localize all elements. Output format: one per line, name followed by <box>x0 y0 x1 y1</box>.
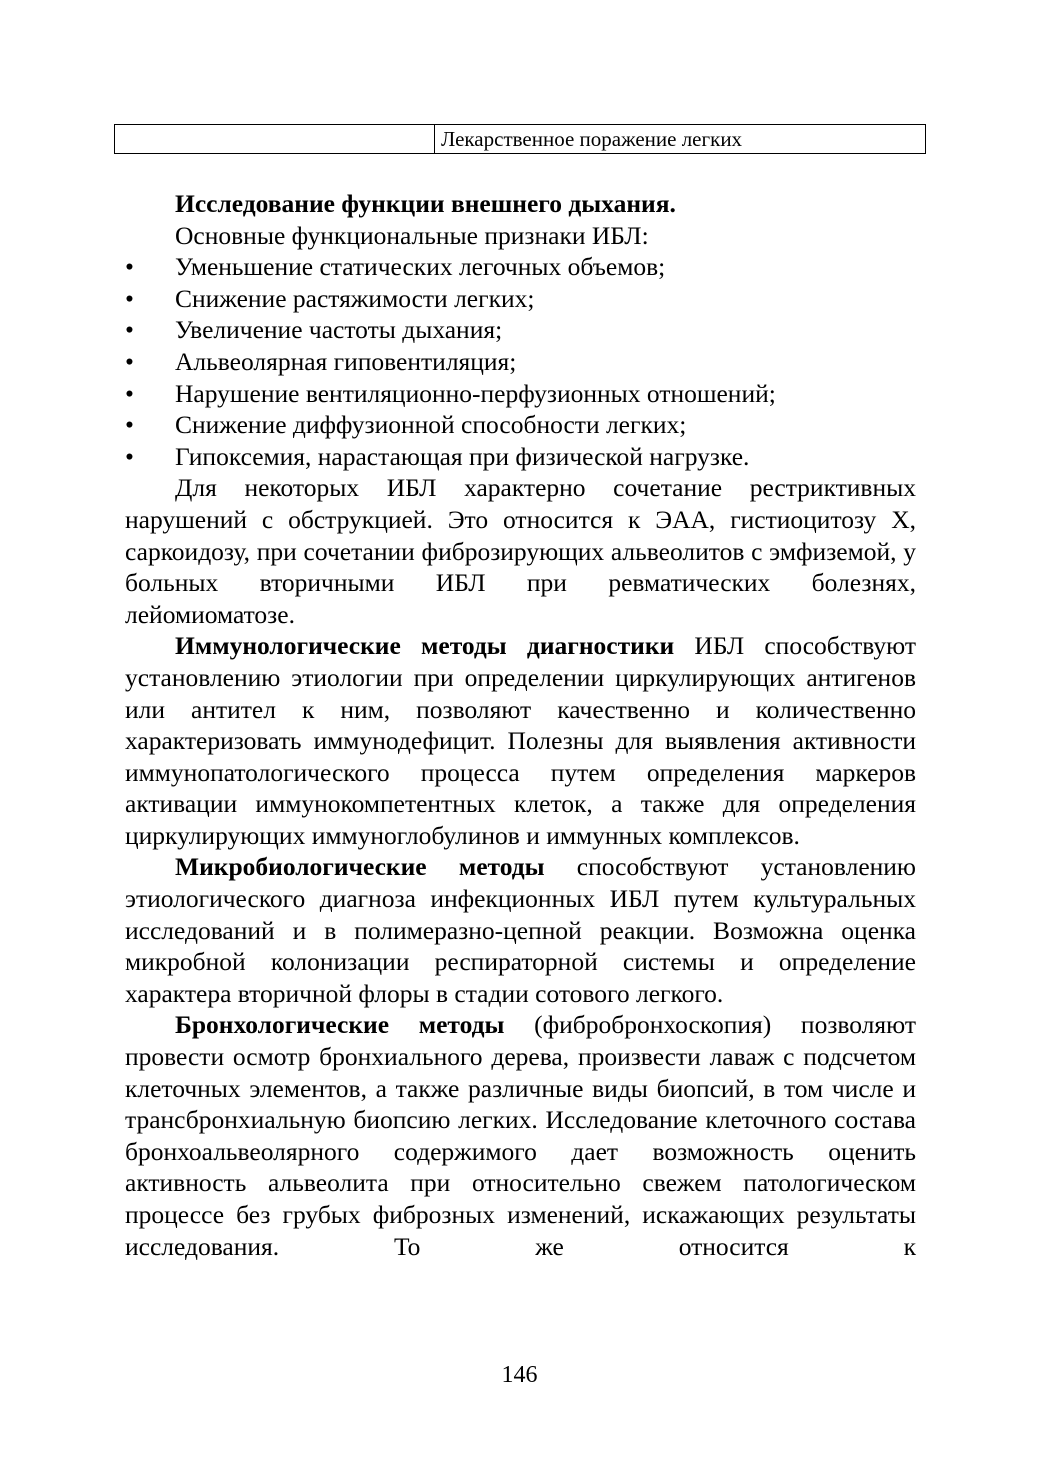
term-immunological-methods: Иммунологические методы диагностики <box>175 631 675 661</box>
section-heading: Исследование функции внешнего дыхания. <box>175 189 676 218</box>
list-item-text: Снижение диффузионной способности легких; <box>175 410 687 440</box>
running-header <box>114 124 926 154</box>
running-header-left-cell <box>115 125 435 153</box>
bullet-icon: • <box>125 315 134 345</box>
page-number: 146 <box>501 1362 538 1388</box>
bullet-icon: • <box>125 346 134 376</box>
bullet-icon: • <box>125 378 134 408</box>
bullet-icon: • <box>125 410 134 440</box>
list-item <box>125 409 916 441</box>
list-item <box>125 283 916 315</box>
term-bronchological-methods: Бронхологические методы <box>175 1010 505 1040</box>
paragraph-bronchological-text: (фибробронхоскопия) позволяют провести осмотр бронхиального дерева, произвести лаваж с подсчетом клеточных элементов, а также различные виды биопсий, в том числе и трансбронхиальную биопсию легких. Исследование клеточного состава бронхоальвеолярного содержимого дает возможность оценить активность альвеолита при относительно свежем патологическом процессе без грубых фиброзных изменений, искажающих результаты исследования. То же относится к <box>125 1010 916 1261</box>
page-body <box>125 188 916 1262</box>
feature-list <box>125 251 916 472</box>
list-item-text: Снижение растяжимости легких; <box>175 283 535 313</box>
section-intro: Основные функциональные признаки ИБЛ: <box>175 220 649 250</box>
list-item <box>125 314 916 346</box>
running-title: Лекарственное поражение легких <box>441 127 743 151</box>
list-item-text: Нарушение вентиляционно-перфузионных отношений; <box>175 378 776 408</box>
list-item <box>125 441 916 473</box>
list-item-text: Увеличение частоты дыхания; <box>175 315 503 345</box>
list-item <box>125 346 916 378</box>
paragraph-microbiological <box>125 851 916 1009</box>
list-item-text: Гипоксемия, нарастающая при физической нагрузке. <box>175 441 750 471</box>
bullet-icon: • <box>125 441 134 471</box>
list-item-text: Альвеолярная гиповентиляция; <box>175 346 517 376</box>
paragraph-immunological <box>125 630 916 851</box>
list-item-text: Уменьшение статических легочных объемов; <box>175 252 666 282</box>
list-item <box>125 378 916 410</box>
term-microbiological-methods: Микробиологические методы <box>175 852 545 882</box>
bullet-icon: • <box>125 283 134 313</box>
list-item <box>125 251 916 283</box>
paragraph-bronchological <box>125 1009 916 1262</box>
bullet-icon: • <box>125 252 134 282</box>
paragraph-microbiological-text: способствуют установлению этиологического диагноза инфекционных ИБЛ путем культуральных исследований и в полимеразно-цепной реакции. Возможна оценка микробной колонизации респираторной системы и определение характера вторичной флоры в стадии сотового легкого. <box>125 852 916 1008</box>
paragraph-immunological-text: ИБЛ способствуют установлению этиологии при определении циркулирующих антигенов или антител к ним, позволяют качественно и количественно характеризовать иммунодефицит. Полезны для выявления активности иммунопатологического процесса путем определения маркеров активации иммунокомпетентных клеток, а также для определения циркулирующих иммуноглобулинов и иммунных комплексов. <box>125 631 916 850</box>
paragraph-restrictive: Для некоторых ИБЛ характерно сочетание рестриктивных нарушений с обструкцией. Это относится к ЭАА, гистиоцитозу Х, саркоидозу, при сочетании фиброзирующих альвеолитов с эмфиземой, у больных вторичными ИБЛ при ревматических болезнях, лейомиоматозе. <box>125 473 916 629</box>
